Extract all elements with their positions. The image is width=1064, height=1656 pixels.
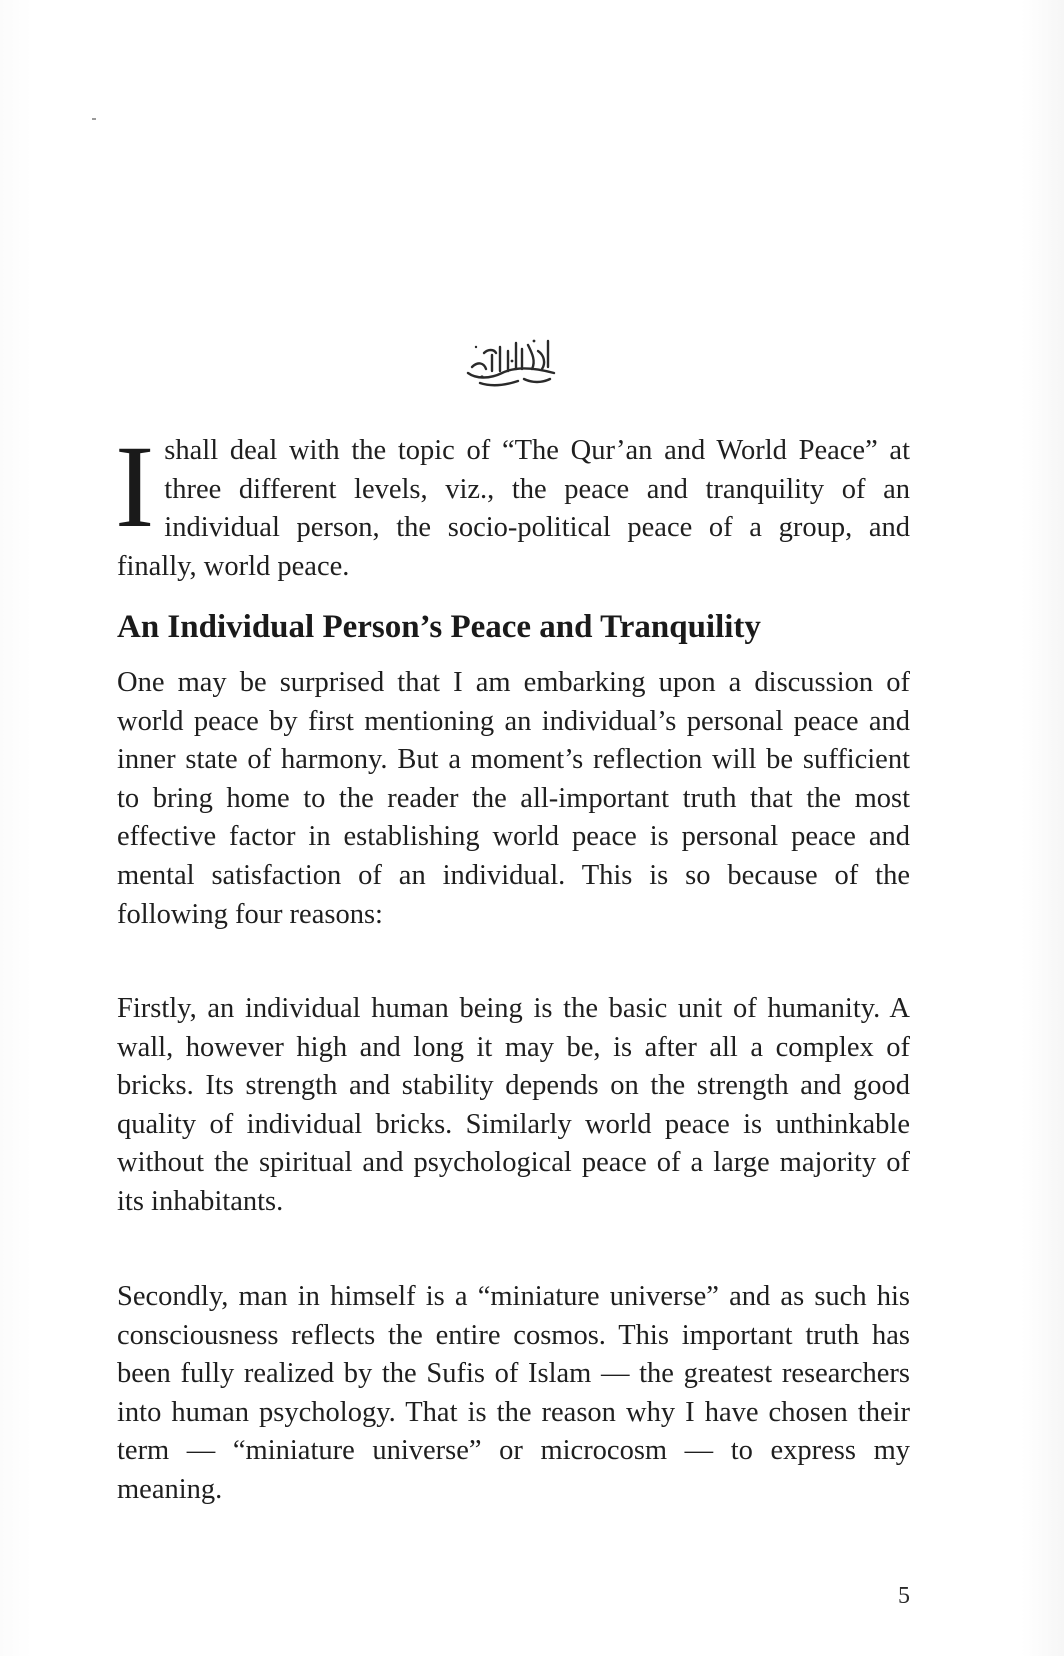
paragraph-2 [117, 990, 910, 1222]
bismillah-calligraphy-icon [462, 333, 560, 389]
page-number: 5 [898, 1583, 910, 1609]
opening-paragraph [115, 421, 910, 586]
scan-speck [92, 118, 96, 120]
paragraph-text: Firstly, an individual human being is the basic unit of humanity. A wall, however high and long it may be, is after all a complex of bricks. Its strength and stability depends on the strength and good quality of individual bricks. Similarly world peace is unthinkable without the spiritual and psychological peace of a large majority of its inhabitants. [117, 993, 910, 1217]
drop-cap: I [115, 421, 155, 552]
paragraph-text: One may be surprised that I am embarking upon a discussion of world peace by first mentioning an individual’s personal peace and inner state of harmony. But a moment’s reflection will be sufficient to bring home to the reader the all-important truth that the most effective factor in establishing world peace is personal peace and mental satisfaction of an individual. This is so because of the following four reasons: [117, 667, 910, 930]
paragraph-text: Secondly, man in himself is a “miniature universe” and as such his consciousness reflects the entire cosmos. This important truth has been fully realized by the Sufis of Islam — the greatest researchers into human psychology. That is the reason why I have chosen their term — “miniature universe” or microcosm — to express my meaning. [117, 1281, 910, 1505]
paragraph-1 [117, 664, 910, 934]
opening-text: shall deal with the topic of “The Qur’an and World Peace” at three different levels, viz., the peace and tranquility of an individual person, the socio-political peace of a group, and finally, world peace. [117, 435, 910, 582]
section-heading: An Individual Person’s Peace and Tranquility [117, 609, 761, 645]
paragraph-3 [117, 1278, 910, 1510]
